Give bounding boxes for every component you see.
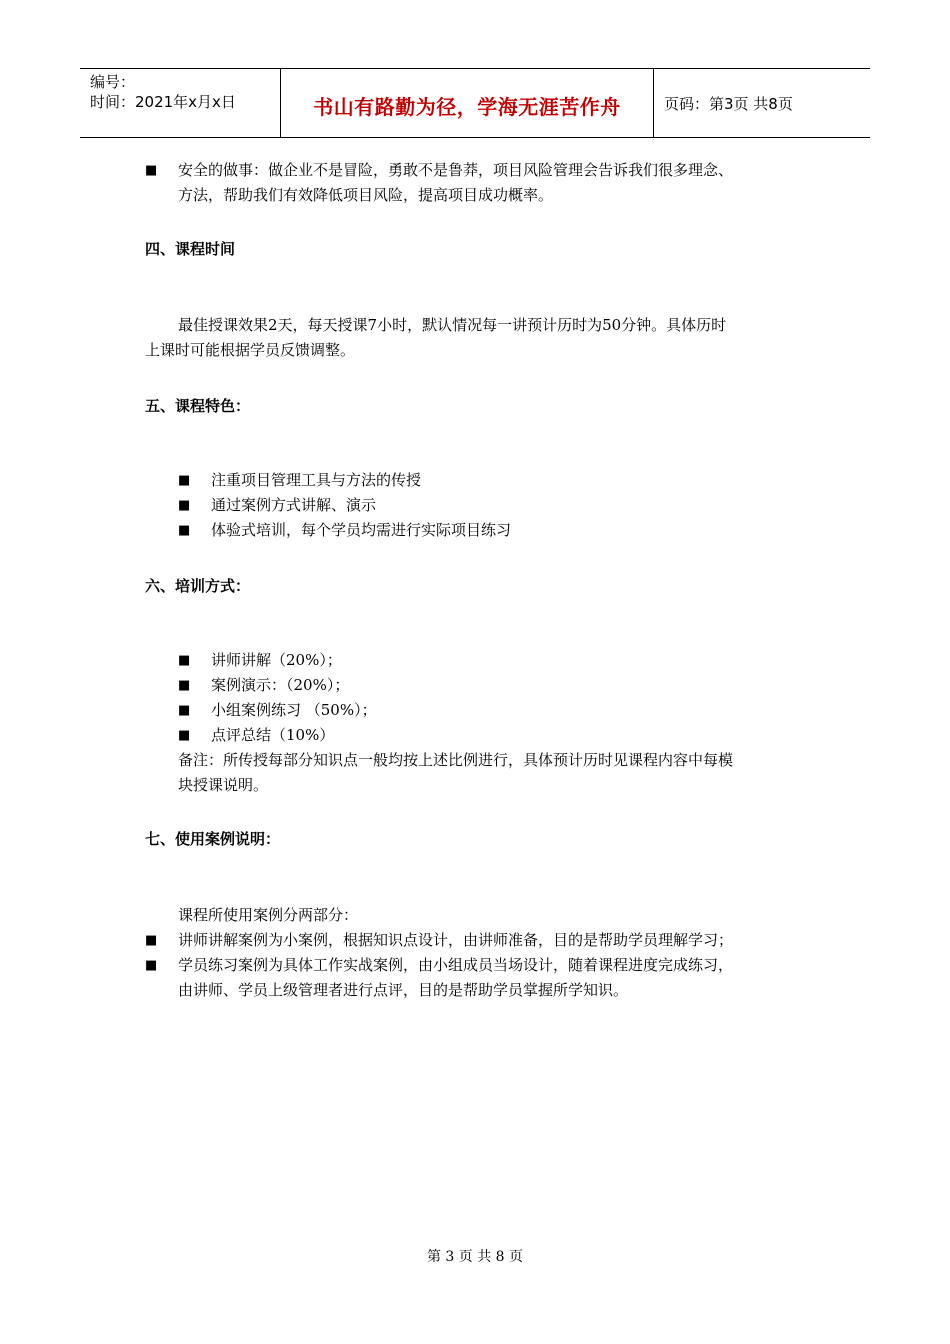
- list-item: 讲师讲解（20%）；: [211, 651, 342, 669]
- list-item: 体验式培训，每个学员均需进行实际项目练习: [211, 521, 512, 539]
- list-item: [178, 953, 733, 1003]
- header-meta-cell: [80, 69, 281, 137]
- list-item: 注重项目管理工具与方法的传授: [211, 471, 422, 489]
- page-header: [80, 68, 870, 138]
- bullet-icon: ■: [178, 678, 191, 693]
- section-heading: 七、使用案例说明：: [145, 830, 281, 848]
- bullet-icon: ■: [145, 163, 158, 178]
- bullet-icon: ■: [178, 473, 191, 488]
- list-item: 讲师讲解案例为小案例，根据知识点设计，由讲师准备，目的是帮助学员理解学习；: [178, 931, 734, 949]
- list-item: 小组案例练习 （50%）；: [211, 701, 377, 719]
- doc-number-label: 编号：: [90, 73, 136, 91]
- list-item-line: 安全的做事：做企业不是冒险，勇敢不是鲁莽，项目风险管理会告诉我们很多理念、: [178, 161, 734, 179]
- section-heading: 六、培训方式：: [145, 577, 251, 595]
- bullet-icon: ■: [145, 933, 158, 948]
- section-heading: 四、课程时间: [145, 240, 236, 258]
- header-motto: 书山有路勤为径，学海无涯苦作舟: [313, 95, 621, 119]
- header-page-cell: [654, 69, 870, 137]
- paragraph: [145, 313, 726, 363]
- bullet-icon: ■: [178, 498, 191, 513]
- bullet-icon: ■: [178, 523, 191, 538]
- bullet-icon: ■: [145, 958, 158, 973]
- paragraph-line: 上课时可能根据学员反馈调整。: [145, 341, 356, 359]
- bullet-icon: ■: [178, 728, 191, 743]
- header-motto-cell: [281, 69, 654, 137]
- list-item-line: 方法，帮助我们有效降低项目风险，提高项目成功概率。: [178, 186, 554, 204]
- page-footer: 第 3 页 共 8 页: [426, 1249, 524, 1265]
- note: [178, 748, 733, 798]
- list-item: 通过案例方式讲解、演示: [211, 496, 377, 514]
- paragraph-line: 最佳授课效果2天，每天授课7小时，默认情况每一讲预计历时为50分钟。具体历时: [178, 316, 727, 334]
- bullet-icon: ■: [178, 703, 191, 718]
- note-line: 备注：所传授每部分知识点一般均按上述比例进行，具体预计历时见课程内容中每模: [178, 751, 734, 769]
- header-page-number: 页码：第3页 共8页: [664, 95, 793, 113]
- section-heading: 五、课程特色：: [145, 397, 251, 415]
- doc-time-label: 时间：2021年x月x日: [90, 93, 236, 111]
- list-item: 案例演示：（20%）；: [211, 676, 350, 694]
- bullet-icon: ■: [178, 653, 191, 668]
- list-item-line: 由讲师、学员上级管理者进行点评，目的是帮助学员掌握所学知识。: [178, 981, 629, 999]
- list-item: [178, 158, 733, 208]
- note-line: 块授课说明。: [178, 776, 269, 794]
- list-item: 点评总结（10%）: [211, 726, 335, 744]
- list-item-line: 学员练习案例为具体工作实战案例，由小组成员当场设计，随着课程进度完成练习，: [178, 956, 734, 974]
- paragraph: 课程所使用案例分两部分：: [178, 906, 359, 924]
